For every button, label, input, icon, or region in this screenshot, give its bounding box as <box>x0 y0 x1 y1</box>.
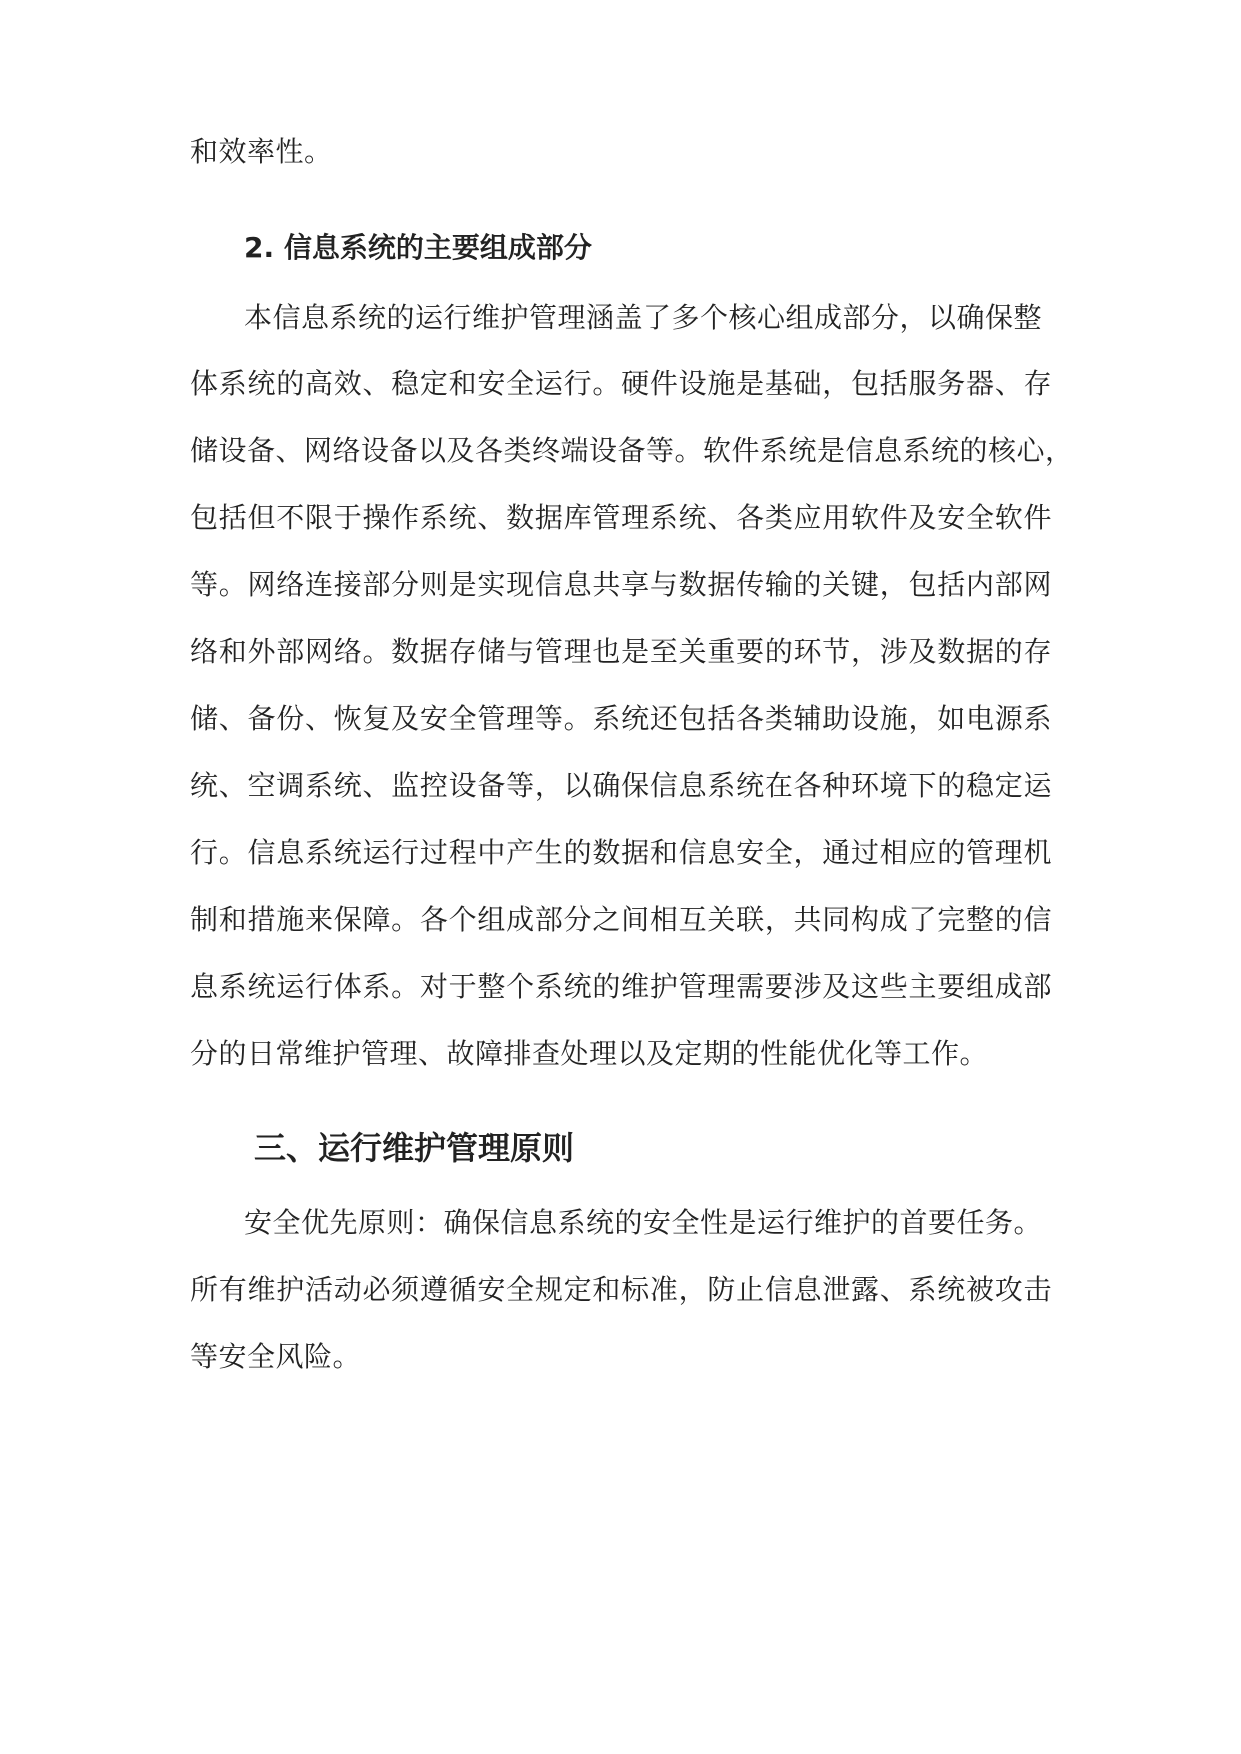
paragraph-line: 络和外部网络。数据存储与管理也是至关重要的环节，涉及数据的存 <box>190 635 1052 668</box>
paragraph-line: 息系统运行体系。对于整个系统的维护管理需要涉及这些主要组成部 <box>190 970 1052 1003</box>
paragraph-line: 等安全风险。 <box>190 1340 362 1373</box>
paragraph-line: 体系统的高效、稳定和安全运行。硬件设施是基础，包括服务器、存 <box>190 367 1052 400</box>
section-heading-2: 2. 信息系统的主要组成部分 <box>244 231 592 264</box>
paragraph-line: 分的日常维护管理、故障排查处理以及定期的性能优化等工作。 <box>190 1037 989 1070</box>
paragraph-line: 安全优先原则：确保信息系统的安全性是运行维护的首要任务。 <box>244 1206 1043 1239</box>
paragraph-line: 所有维护活动必须遵循安全规定和标准，防止信息泄露、系统被攻击 <box>190 1273 1052 1306</box>
paragraph-line: 制和措施来保障。各个组成部分之间相互关联，共同构成了完整的信 <box>190 903 1052 936</box>
paragraph-line: 储设备、网络设备以及各类终端设备等。软件系统是信息系统的核心， <box>190 434 1074 467</box>
paragraph-line: 等。网络连接部分则是实现信息共享与数据传输的关键，包括内部网 <box>190 568 1052 601</box>
section-heading-3: 三、运行维护管理原则 <box>254 1129 575 1167</box>
paragraph-line: 包括但不限于操作系统、数据库管理系统、各类应用软件及安全软件 <box>190 501 1052 534</box>
paragraph-continuation: 和效率性。 <box>190 135 333 168</box>
paragraph-line: 储、备份、恢复及安全管理等。系统还包括各类辅助设施，如电源系 <box>190 702 1052 735</box>
paragraph-line: 行。信息系统运行过程中产生的数据和信息安全，通过相应的管理机 <box>190 836 1052 869</box>
paragraph-line: 本信息系统的运行维护管理涵盖了多个核心组成部分，以确保整 <box>244 301 1043 334</box>
paragraph-line: 统、空调系统、监控设备等，以确保信息系统在各种环境下的稳定运 <box>190 769 1052 802</box>
